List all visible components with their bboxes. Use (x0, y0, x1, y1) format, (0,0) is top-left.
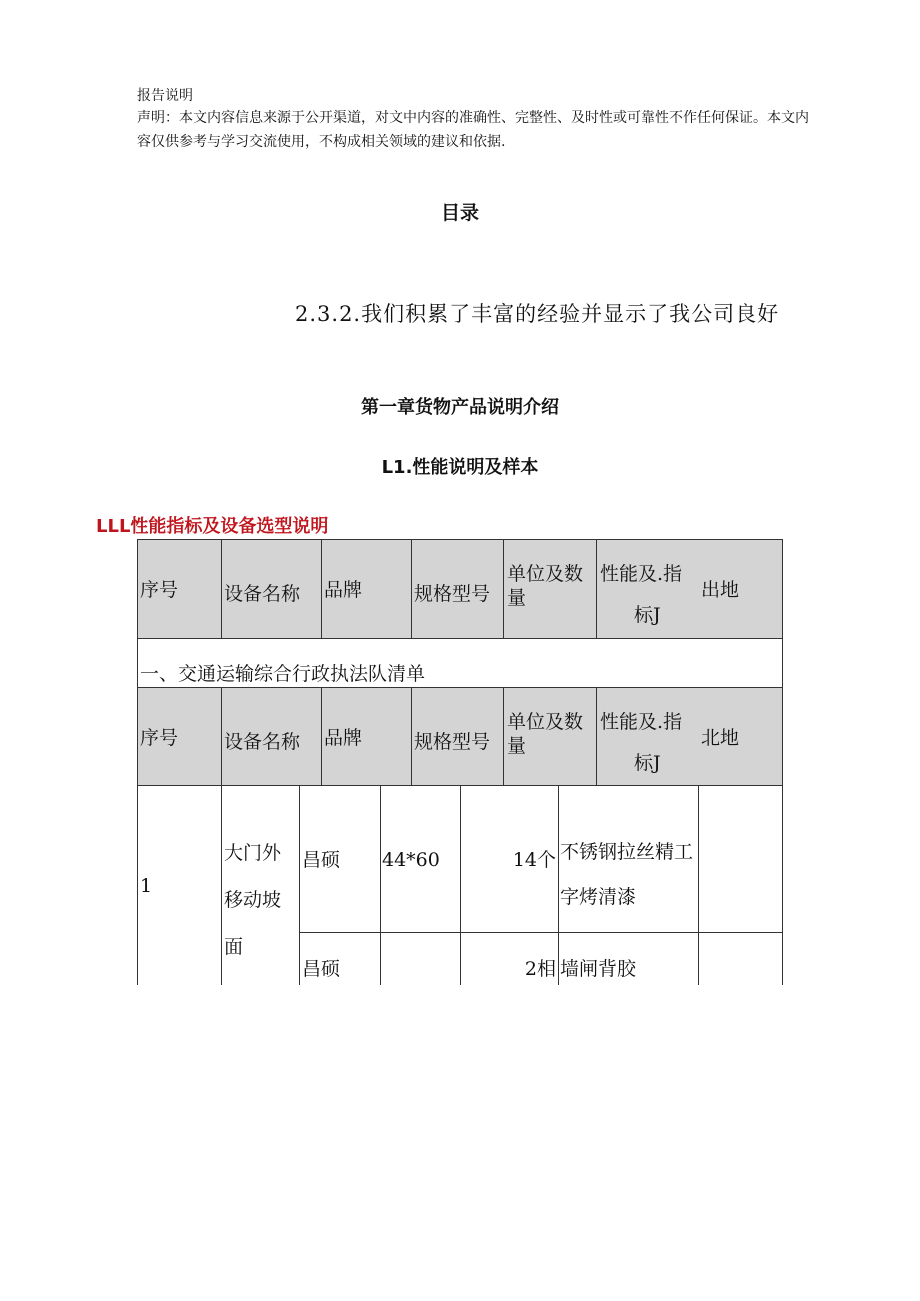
header-perf-a: 性能及.指 (600, 563, 683, 585)
header-seq: 序号 (140, 579, 179, 601)
header-perf-b: 标J (634, 604, 661, 626)
disclaimer-text: 声明：本文内容信息来源于公开渠道，对文中内容的准确性、完整性、及时性或可靠性不作任何保证。本文内容仅供参考与学习交流使用，不构成相关领域的建议和依据. (137, 110, 809, 150)
header-brand: 品牌 (324, 727, 363, 749)
header-divider (411, 687, 412, 786)
header-divider (221, 539, 222, 639)
row-qty: 14个 (512, 849, 556, 871)
toc-title: 目录 (440, 202, 479, 224)
row-seq: 1 (140, 875, 153, 897)
row-perf: 墙闸背胶 (560, 958, 637, 980)
header-divider (321, 539, 322, 639)
header-divider (503, 539, 504, 639)
spec-cell (380, 932, 461, 985)
row-qty: 2相 (524, 958, 556, 980)
row-name: 大门外移动坡面 (224, 842, 282, 958)
header-name: 设备名称 (224, 583, 301, 605)
header-unit-qty: 单位及数量 (507, 563, 584, 609)
origin-cell (698, 932, 783, 985)
header-seq: 序号 (140, 727, 179, 749)
row-perf: 不锈钢拉丝精工字烤清漆 (560, 841, 694, 908)
origin-cell (698, 785, 783, 933)
header-divider (411, 539, 412, 639)
header-divider (221, 687, 222, 786)
header-divider (503, 687, 504, 786)
header-spec: 规格型号 (414, 583, 491, 605)
header-perf-b: 标J (634, 752, 661, 774)
report-label: 报告说明 (137, 88, 193, 104)
section-title: L1.性能说明及样本 (381, 457, 539, 478)
header-perf-a: 性能及.指 (600, 711, 683, 733)
header-unit-qty: 单位及数量 (507, 711, 584, 757)
header-divider (321, 687, 322, 786)
row-brand: 昌硕 (302, 958, 341, 980)
header-spec: 规格型号 (414, 731, 491, 753)
row-spec: 44*60 (382, 849, 440, 871)
header-origin: 出地 (701, 579, 740, 601)
group-title: 一、交通运输综合行政执法队清单 (140, 663, 426, 685)
header-brand: 品牌 (324, 579, 363, 601)
header-name: 设备名称 (224, 731, 301, 753)
toc-entry[interactable]: 2.3.2.我们积累了丰富的经验并显示了我公司良好 (295, 302, 780, 326)
chapter-title: 第一章货物产品说明介绍 (361, 397, 559, 418)
subsection-title: LLL性能指标及设备选型说明 (96, 516, 329, 537)
header-origin: 北地 (701, 727, 740, 749)
row-brand: 昌硕 (302, 849, 341, 871)
